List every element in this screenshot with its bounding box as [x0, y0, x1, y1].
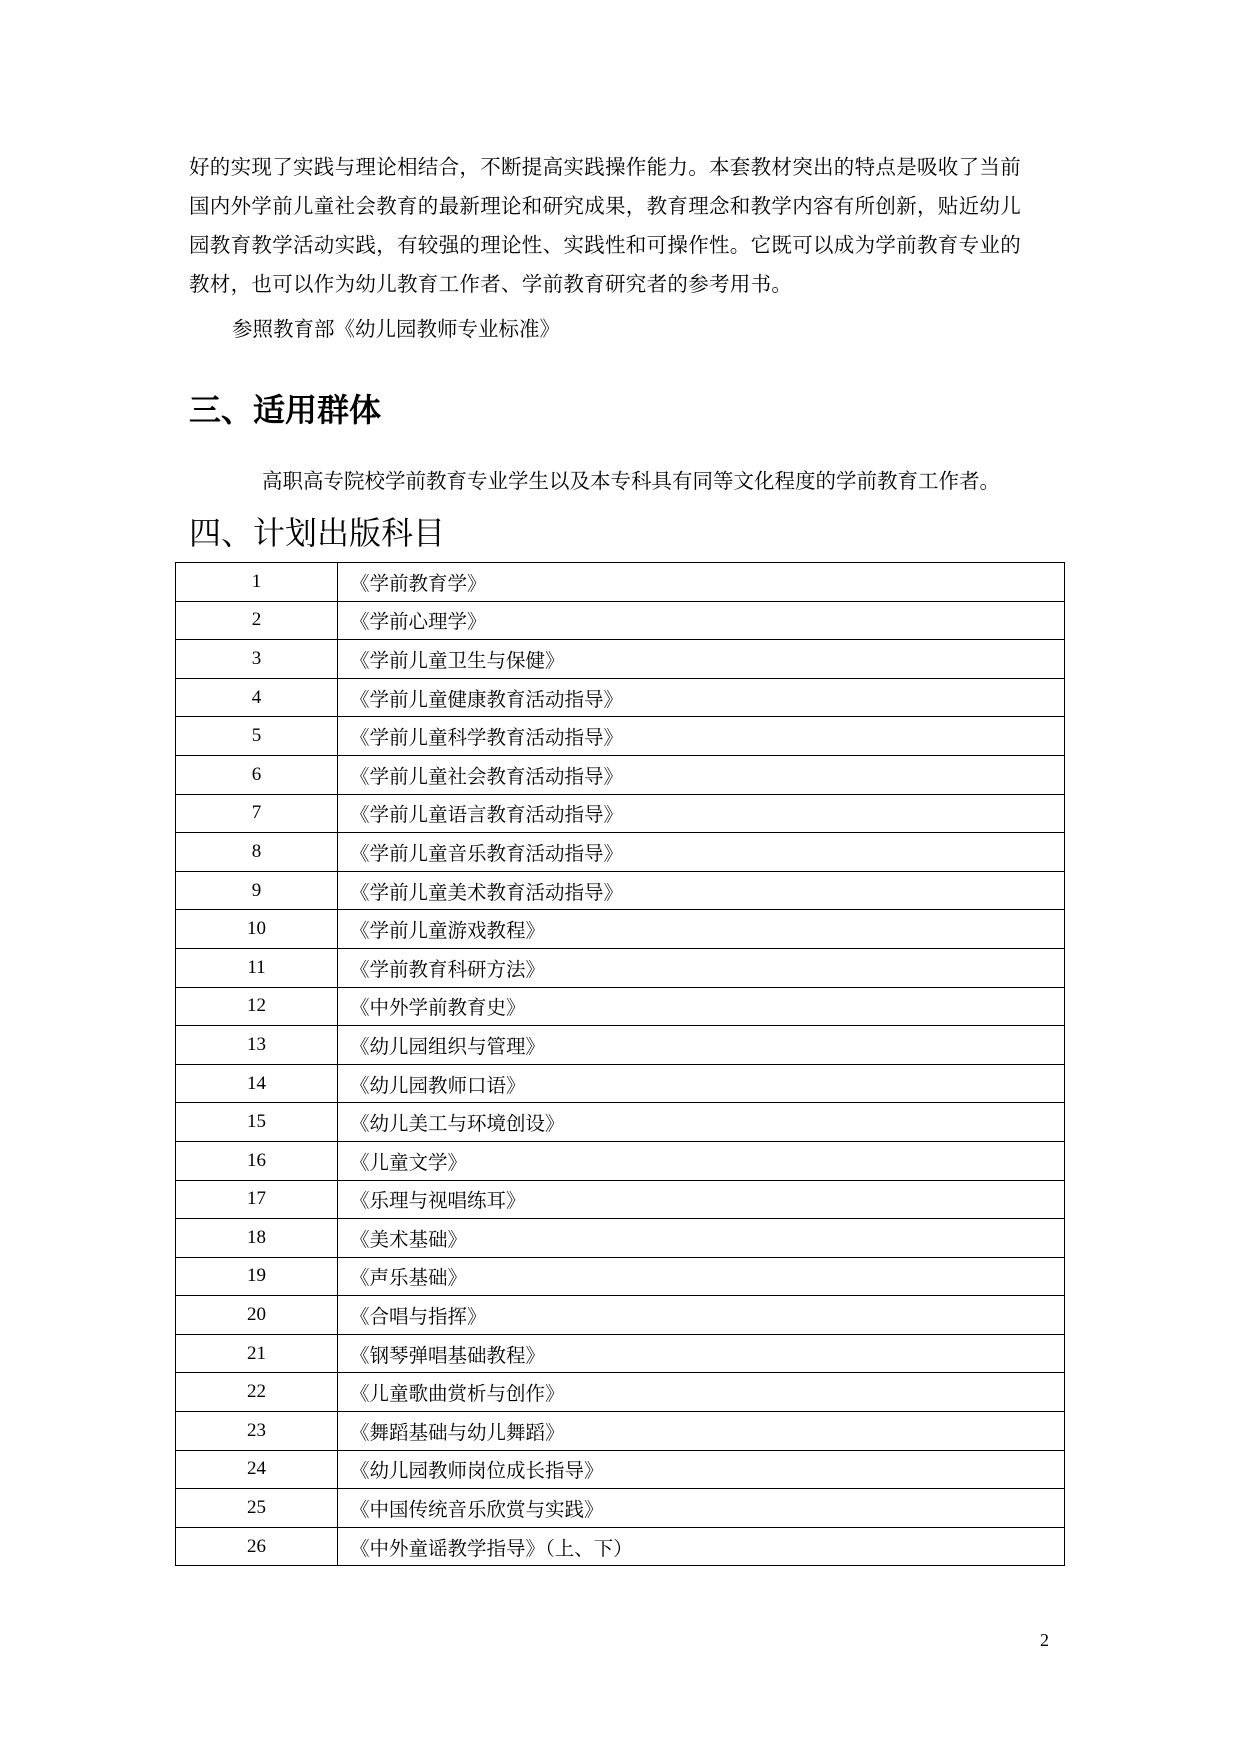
row-number: 23 [176, 1412, 338, 1451]
book-title: 《中国传统音乐欣赏与实践》 [338, 1489, 1065, 1528]
table-row [176, 794, 1065, 833]
book-title: 《幼儿园教师口语》 [338, 1064, 1065, 1103]
book-title: 《学前儿童音乐教育活动指导》 [338, 833, 1065, 872]
table-row [176, 910, 1065, 949]
book-title: 《学前心理学》 [338, 601, 1065, 640]
book-title: 《美术基础》 [338, 1219, 1065, 1258]
table-row [176, 1450, 1065, 1489]
row-number: 13 [176, 1026, 338, 1065]
book-title: 《舞蹈基础与幼儿舞蹈》 [338, 1412, 1065, 1451]
book-title: 《声乐基础》 [338, 1257, 1065, 1296]
row-number: 7 [176, 794, 338, 833]
row-number: 20 [176, 1296, 338, 1335]
subjects-table [175, 562, 1065, 1566]
book-title: 《学前儿童健康教育活动指导》 [338, 678, 1065, 717]
row-number: 15 [176, 1103, 338, 1142]
section-heading-subjects: 四、计划出版科目 [189, 514, 446, 552]
table-row [176, 1296, 1065, 1335]
table-row [176, 1257, 1065, 1296]
table-row [176, 1180, 1065, 1219]
table-row [176, 1219, 1065, 1258]
row-number: 17 [176, 1180, 338, 1219]
book-title: 《幼儿园教师岗位成长指导》 [338, 1450, 1065, 1489]
book-title: 《乐理与视唱练耳》 [338, 1180, 1065, 1219]
row-number: 3 [176, 640, 338, 679]
row-number: 2 [176, 601, 338, 640]
table-row [176, 717, 1065, 756]
book-title: 《合唱与指挥》 [338, 1296, 1065, 1335]
table-row [176, 1412, 1065, 1451]
table-row [176, 563, 1065, 602]
row-number: 12 [176, 987, 338, 1026]
audience-text: 高职高专院校学前教育专业学生以及本专科具有同等文化程度的学前教育工作者。 [262, 469, 1000, 493]
book-title: 《幼儿美工与环境创设》 [338, 1103, 1065, 1142]
intro-line: 好的实现了实践与理论相结合，不断提高实践操作能力。本套教材突出的特点是吸收了当前 [189, 155, 1021, 179]
row-number: 4 [176, 678, 338, 717]
book-title: 《学前儿童语言教育活动指导》 [338, 794, 1065, 833]
book-title: 《学前儿童科学教育活动指导》 [338, 717, 1065, 756]
row-number: 10 [176, 910, 338, 949]
row-number: 5 [176, 717, 338, 756]
row-number: 25 [176, 1489, 338, 1528]
intro-line: 国内外学前儿童社会教育的最新理论和研究成果，教育理念和教学内容有所创新，贴近幼儿 [189, 194, 1021, 218]
book-title: 《学前儿童社会教育活动指导》 [338, 755, 1065, 794]
book-title: 《学前教育学》 [338, 563, 1065, 602]
book-title: 《学前儿童美术教育活动指导》 [338, 871, 1065, 910]
row-number: 11 [176, 948, 338, 987]
row-number: 9 [176, 871, 338, 910]
book-title: 《钢琴弹唱基础教程》 [338, 1334, 1065, 1373]
book-title: 《学前儿童游戏教程》 [338, 910, 1065, 949]
row-number: 6 [176, 755, 338, 794]
book-title: 《儿童歌曲赏析与创作》 [338, 1373, 1065, 1412]
table-row [176, 1334, 1065, 1373]
row-number: 1 [176, 563, 338, 602]
intro-line: 园教育教学活动实践，有较强的理论性、实践性和可操作性。它既可以成为学前教育专业的 [189, 233, 1021, 257]
book-title: 《儿童文学》 [338, 1141, 1065, 1180]
table-row [176, 1064, 1065, 1103]
row-number: 18 [176, 1219, 338, 1258]
row-number: 16 [176, 1141, 338, 1180]
table-row [176, 640, 1065, 679]
book-title: 《幼儿园组织与管理》 [338, 1026, 1065, 1065]
book-title: 《中外学前教育史》 [338, 987, 1065, 1026]
table-row [176, 1527, 1065, 1566]
book-title: 《学前教育科研方法》 [338, 948, 1065, 987]
row-number: 24 [176, 1450, 338, 1489]
table-row [176, 678, 1065, 717]
table-row [176, 1026, 1065, 1065]
page-number: 2 [1040, 1630, 1049, 1650]
section-heading-audience: 三、适用群体 [189, 391, 382, 429]
table-row [176, 948, 1065, 987]
table-row [176, 1489, 1065, 1528]
intro-paragraph [189, 148, 1057, 304]
table-row [176, 833, 1065, 872]
book-title: 《中外童谣教学指导》（上、下） [338, 1527, 1065, 1566]
row-number: 19 [176, 1257, 338, 1296]
table-row [176, 1141, 1065, 1180]
row-number: 26 [176, 1527, 338, 1566]
table-row [176, 1373, 1065, 1412]
book-title: 《学前儿童卫生与保健》 [338, 640, 1065, 679]
intro-line: 教材，也可以作为幼儿教育工作者、学前教育研究者的参考用书。 [189, 272, 793, 296]
reference-note: 参照教育部《幼儿园教师专业标准》 [232, 317, 560, 341]
table-row [176, 987, 1065, 1026]
subjects-table-body [176, 563, 1065, 1566]
row-number: 21 [176, 1334, 338, 1373]
row-number: 22 [176, 1373, 338, 1412]
table-row [176, 601, 1065, 640]
row-number: 14 [176, 1064, 338, 1103]
table-row [176, 871, 1065, 910]
row-number: 8 [176, 833, 338, 872]
table-row [176, 1103, 1065, 1142]
table-row [176, 755, 1065, 794]
